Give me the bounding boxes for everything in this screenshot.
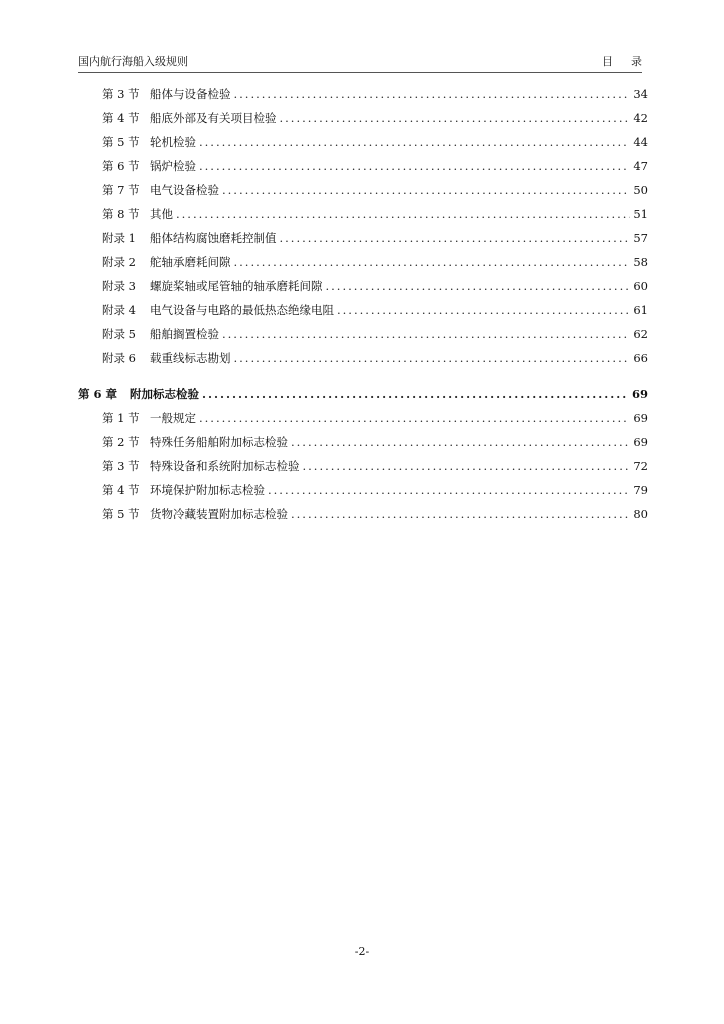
toc-entry-number: 第 3 节 (102, 459, 140, 473)
toc-entry-number: 附录 4 (102, 303, 136, 317)
toc-dot-leader (303, 456, 631, 476)
section-label: 目录 (602, 55, 660, 68)
toc-entry-page: 60 (633, 279, 648, 293)
toc-entry-number: 附录 1 (102, 231, 136, 245)
toc-entry-number: 第 7 节 (102, 183, 140, 197)
toc-entry-title: 载重线标志勘划 (150, 351, 231, 365)
toc-entry-title: 船底外部及有关项目检验 (150, 111, 277, 125)
toc-entry-number: 附录 5 (102, 327, 136, 341)
toc-dot-leader (199, 408, 630, 428)
toc-entry-title: 螺旋桨轴或尾管轴的轴承磨耗间隙 (150, 279, 323, 293)
toc-entry-title: 锅炉检验 (150, 159, 196, 173)
toc-entry-number: 第 4 节 (102, 111, 140, 125)
toc-entry[interactable] (102, 228, 648, 248)
toc-entry[interactable] (102, 480, 648, 500)
toc-dot-leader (268, 480, 630, 500)
toc-entry-number: 附录 6 (102, 351, 136, 365)
toc-entry[interactable] (102, 276, 648, 296)
toc-entry[interactable] (102, 324, 648, 344)
toc-entry[interactable] (102, 504, 648, 524)
toc-entry-number: 第 1 节 (102, 411, 140, 425)
toc-entry-number: 第 6 节 (102, 159, 140, 173)
toc-entry-title: 特殊设备和系统附加标志检验 (150, 459, 300, 473)
toc-entry-page: 61 (633, 303, 648, 317)
toc-entry-number: 附录 3 (102, 279, 136, 293)
toc-entry-title: 船体与设备检验 (150, 87, 231, 101)
toc-entry-title: 船体结构腐蚀磨耗控制值 (150, 231, 277, 245)
toc-entry-page: 57 (633, 231, 648, 245)
toc-entry-number: 第 5 节 (102, 507, 140, 521)
toc-entry-page: 44 (633, 135, 648, 149)
toc-entry-number: 第 2 节 (102, 435, 140, 449)
toc-entry[interactable] (102, 432, 648, 452)
toc-entry[interactable] (102, 108, 648, 128)
toc-entry-page: 66 (633, 351, 648, 365)
toc-chapter-entry[interactable] (78, 384, 648, 404)
toc-entry-title: 电气设备与电路的最低热态绝缘电阻 (150, 303, 334, 317)
toc-entry[interactable] (102, 348, 648, 368)
toc-entry-title: 电气设备检验 (150, 183, 219, 197)
toc-dot-leader (337, 300, 630, 320)
toc-entry-page: 69 (631, 387, 648, 401)
toc-entry-page: 42 (633, 111, 648, 125)
toc-entry-page: 80 (633, 507, 648, 521)
toc-entry[interactable] (102, 456, 648, 476)
toc-dot-leader (291, 432, 630, 452)
toc-entry[interactable] (102, 204, 648, 224)
toc-entry-number: 第 8 节 (102, 207, 140, 221)
toc-entry-number: 第 3 节 (102, 87, 140, 101)
toc-dot-leader (199, 156, 630, 176)
toc-entry-page: 69 (633, 435, 648, 449)
toc-entry[interactable] (102, 156, 648, 176)
toc-entry-title: 环境保护附加标志检验 (150, 483, 265, 497)
toc-entry-number: 第 6 章 (78, 387, 118, 401)
toc-entry[interactable] (102, 408, 648, 428)
document-title: 国内航行海船入级规则 (78, 55, 188, 68)
page-number: -2- (354, 945, 370, 958)
toc-dot-leader (234, 84, 631, 104)
toc-entry[interactable] (102, 84, 648, 104)
toc-dot-leader (291, 504, 630, 524)
toc-entry-title: 附加标志检验 (130, 387, 199, 401)
toc-dot-leader (222, 324, 630, 344)
toc-dot-leader (222, 180, 630, 200)
toc-entry-title: 舵轴承磨耗间隙 (150, 255, 231, 269)
toc-entry-page: 34 (633, 87, 648, 101)
toc-entry[interactable] (102, 252, 648, 272)
toc-entry-title: 货物冷藏装置附加标志检验 (150, 507, 288, 521)
page-header (78, 53, 660, 70)
toc-dot-leader (234, 252, 631, 272)
toc-entry-title: 船舶搁置检验 (150, 327, 219, 341)
toc-entry-number: 第 5 节 (102, 135, 140, 149)
toc-entry-page: 47 (633, 159, 648, 173)
toc-dot-leader (199, 132, 630, 152)
toc-entry-number: 附录 2 (102, 255, 136, 269)
toc-dot-leader (202, 384, 629, 404)
toc-entry[interactable] (102, 300, 648, 320)
toc-entry[interactable] (102, 180, 648, 200)
toc-dot-leader (176, 204, 630, 224)
toc-entry-page: 69 (633, 411, 648, 425)
toc-entry-title: 其他 (150, 207, 173, 221)
toc-entry-title: 轮机检验 (150, 135, 196, 149)
toc-entry-page: 58 (633, 255, 648, 269)
toc-entry-number: 第 4 节 (102, 483, 140, 497)
header-divider (78, 72, 642, 73)
toc-dot-leader (234, 348, 631, 368)
toc-entry-title: 特殊任务船舶附加标志检验 (150, 435, 288, 449)
toc-entry-title: 一般规定 (150, 411, 196, 425)
toc-entry-page: 79 (633, 483, 648, 497)
toc-dot-leader (326, 276, 631, 296)
toc-dot-leader (280, 228, 631, 248)
toc-dot-leader (280, 108, 631, 128)
toc-entry-page: 62 (633, 327, 648, 341)
toc-entry-page: 50 (633, 183, 648, 197)
toc-entry-page: 72 (633, 459, 648, 473)
toc-entry[interactable] (102, 132, 648, 152)
toc-entry-page: 51 (633, 207, 648, 221)
